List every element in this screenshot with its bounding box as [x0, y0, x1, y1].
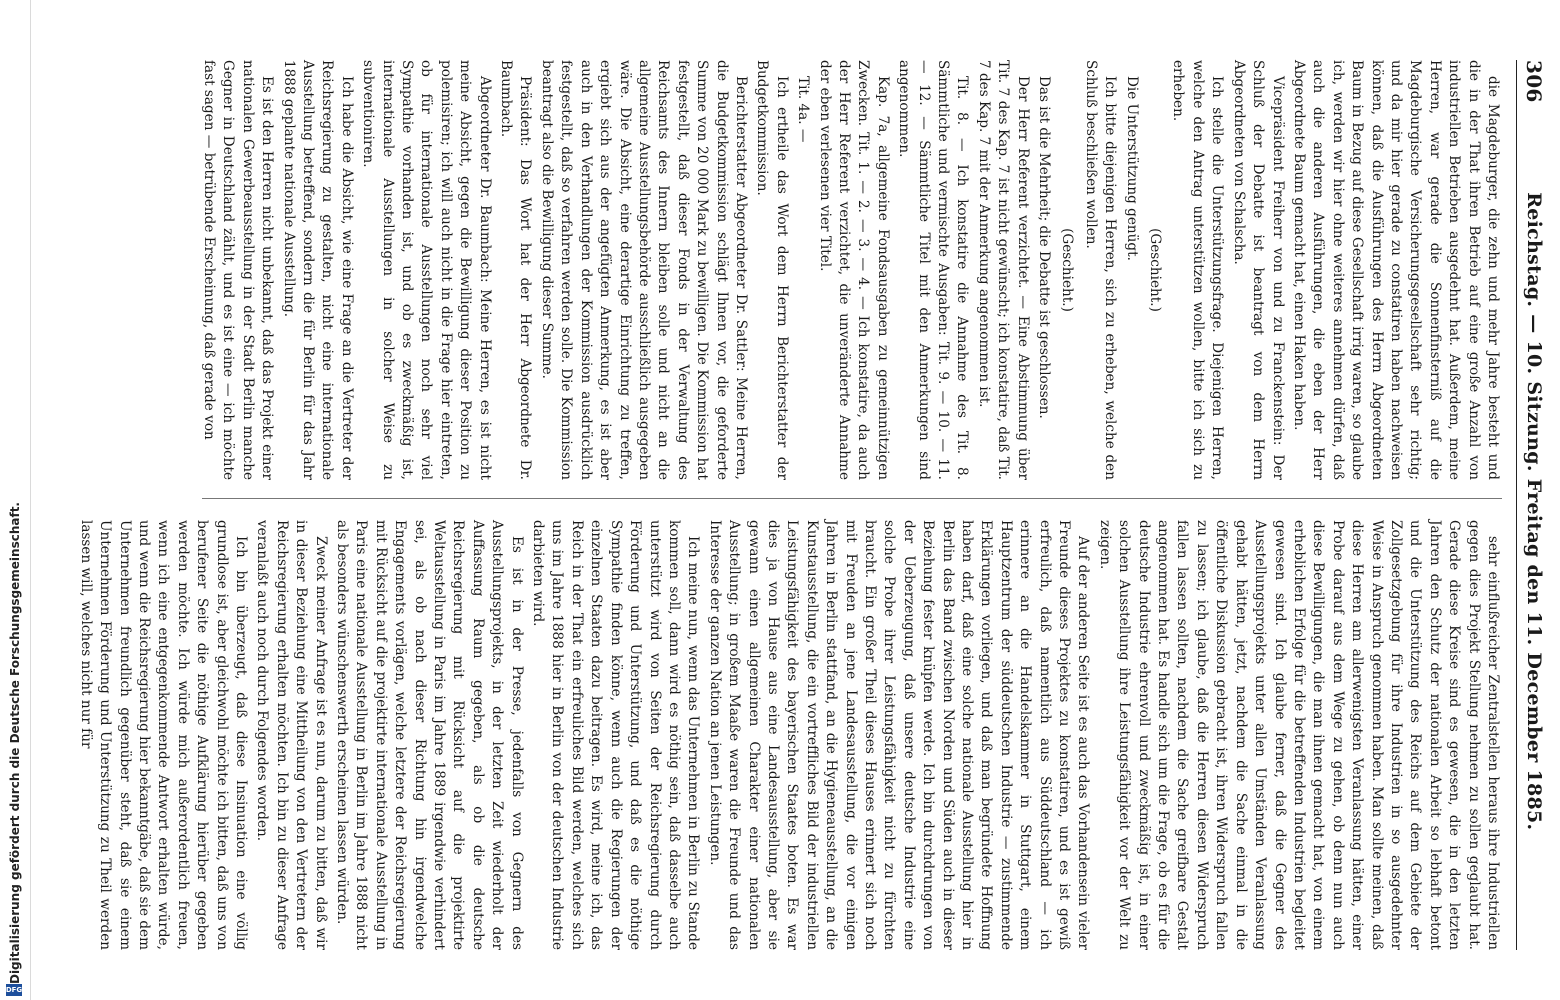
- header-rule: [1516, 60, 1517, 950]
- left-column-paragraph: Ich stelle die Unterstützungsfrage. Diejenigen Herren, welche den Antrag unterstützen wollen, bitte ich sich zu erheben.: [1170, 60, 1226, 480]
- left-column-paragraph: Ich bitte diejenigen Herren, sich zu erheben, welche den Schluß beschließen wollen.: [1082, 60, 1119, 480]
- right-column-paragraph: Zweck meiner Anfrage ist es nun, darum zu bitten, daß wir in dieser Beziehung eine Mittheilung von den Vertretern der Reichsregierung erhalten möchten. Ich bin zu dieser Anfrage veranlaßt auch noch durch Folgendes worden.: [254, 520, 329, 950]
- left-column: [201, 60, 1502, 480]
- left-column-paragraph: Es ist den Herren nicht unbekannt, daß das Projekt einer nationalen Gewerbeausstellung in der Stadt Berlin manche Gegner in Deutschland zählt, und es ist eine — ich möchte fast sagen — betrübende Erscheinung, daß gerade von: [201, 60, 276, 480]
- right-column-paragraph: Es ist in der Presse, jedenfalls von Gegnern des Ausstellungsprojekts, in der letzten Zeit wiederholt der Auffassung Raum gegeben, als ob die deutsche Reichsregierung mit Rücksicht auf die projektirte Weltausstellung in Paris im Jahre 1889 irgendwie verhindert sei, als ob nach dieser Richtung hin irgendwelche Engagements vorlägen, welche letztere der Reichsregierung mit Rücksicht auf die projektirte internationale Ausstellung in Paris eine nationale Ausstellung in Berlin im Jahre 1888 nicht als besonders wünschenswerth erscheinen lassen würden.: [334, 520, 525, 950]
- dfg-logo: DFG: [5, 986, 23, 994]
- scanned-page: [77, 0, 1560, 1000]
- left-column-paragraph: (Geschieht.): [1059, 228, 1076, 312]
- page-number: 306: [1522, 60, 1546, 103]
- left-column-paragraph: Kap. 7a, allgemeine Fondsausgaben zu gemeinnützigen Zwecken. Tit. 1. — 2. — 3. — 4. — Ich konstatire, da auch der Herr Referent verzichtet, die unveränderte Annahme der eben verlesenen vier Titel.: [816, 60, 891, 480]
- left-column-paragraph: Ich habe die Absicht, wie eine Frage an die Vertreter der Reichsregierung zu gestalten, nicht eine internationale Ausstellung betreffend, sondern die für Berlin für das Jahr 1888 geplante nationale Ausstellung.: [280, 60, 355, 480]
- left-column-paragraph: Vicepräsident Freiherr von und zu Franckenstein: Der Schluß der Debatte ist beantragt von dem Herrn Abgeordneten von Schalscha.: [1230, 60, 1286, 480]
- right-column: [77, 520, 1502, 950]
- left-column-paragraph: (Geschieht.): [1147, 228, 1164, 312]
- left-column-paragraph: Präsident: Das Wort hat der Herr Abgeordnete Dr. Baumbach.: [498, 60, 534, 480]
- left-column-paragraph: Berichterstatter Abgeordneter Dr. Sattler: Meine Herren, die Budgetkommission schlägt Ihnen vor, die geforderte Summe von 20 000 Mark zu bewilligen. Die Kommission hat festgestellt, daß dieser Fonds in der Verwaltung des Reichsamts des Innern bleiben solle und nicht an die allgemeine Ausstellungsbehörde ausschließlich ausgegeben wäre. Die Absicht, eine derartige Einrichtung zu treffen, ergiebt sich aus der angefügten Anmerkung, es ist aber auch in den Verhandlungen der Kommission ausdrücklich festgestellt, daß so verfahren werden solle. Die Kommission beantragt also die Bewilligung dieser Summe.: [538, 60, 749, 480]
- credit-text: Digitalisierung gefördert durch die Deutsche Forschungsgemeinschaft.: [8, 501, 22, 984]
- page-header: [1508, 60, 1560, 950]
- digitization-credit-strip: [0, 0, 31, 1000]
- left-column-paragraph: Der Herr Referent verzichtet. — Eine Abstimmung über Tit. 7 des Kap. 7 ist nicht gewünscht; ich konstatire, daß Tit. 7 des Kap. 7 mit der Anmerkung angenommen ist.: [975, 60, 1031, 480]
- left-column-paragraph: Tit. 4a. —: [795, 76, 812, 143]
- left-column-paragraph: Ich ertheile das Wort dem Herrn Berichterstatter der Budgetkommission.: [754, 60, 790, 480]
- right-column-paragraph: Ich meine nun, wenn das Unternehmen in Berlin zu Stande kommen soll, dann wird es nöthig sein, daß dasselbe auch unterstützt wird von Seiten der Reichsregierung durch Förderung und Unterstützung, und daß es die nöthige Sympathie finden könne, wenn auch die Regierungen der einzelnen Staaten dazu beitragen. Es wird, meine ich, das Reich in der That ein erfreuliches Bild werden, welches sich uns im Jahre 1888 hier in Berlin von der deutschen Industrie darbieten wird.: [530, 520, 702, 950]
- left-column-paragraph: Tit. 8. — Ich konstatire die Annahme des Tit. 8. Sämmtliche und vermischte Ausgaben: Tit. 9. — 10. — 11. — 12. — Sämmtliche Titel mit den Anmerkungen sind angenommen.: [896, 60, 971, 480]
- left-column-paragraph: Das ist die Mehrheit; die Debatte ist geschlossen.: [1036, 76, 1053, 419]
- left-column-paragraph: Die Unterstützung genügt.: [1123, 76, 1140, 261]
- running-title: Reichstag. — 10. Sitzung. Freitag den 11. December 1885.: [1523, 192, 1545, 831]
- column-divider: [202, 498, 1502, 499]
- left-column-paragraph: die Magdeburger, die zehn und mehr Jahre besteht und die in der That ihren Betrieb auf eine große Anzahl von industriellen Betrieben ausgedehnt hat. Außerdem, meine Herren, war gerade die Sonnenfinsterniß auf die Magdeburgische Versicherungsgesellschaft sehr richtig; und da mir hier gerade zu constatiren haben nachweisen können, daß die Ausführungen des Herrn Abgeordneten Baum in Bezug auf diese Gesellschaft irrig waren, so glaube ich, werden wir hier ohne weiteres annehmen dürfen, daß auch die anderen Ausführungen, die eben der Herr Abgeordnete Baum gemacht hat, einen Haken haben.: [1290, 60, 1501, 480]
- right-column-paragraph: Ich bin überzeugt, daß diese Insinuation eine völlig grundlose ist, aber gleichwohl möchte ich bitten, daß uns von berufener Seite die nöthige Aufklärung hierüber gegeben werden möchte. Ich würde mich außerordentlich freuen, wenn ich eine entgegenkommende Antwort erhalten würde, und wenn die Reichsregierung hier bekanntgäbe, daß sie dem Unternehmen freundlich gegenüber steht, daß sie einem Unternehmen Förderung und Unterstützung zu Theil werden lassen will, welches nicht nur für: [77, 520, 249, 950]
- right-column-paragraph: Auf der anderen Seite ist es auch das Vorhandensein vieler Freunde dieses Projektes zu konstatiren, und es ist gewiß erfreulich, daß namentlich aus Süddeutschland — ich erinnere an die Handelskammer in Stuttgart, einem Hauptzentrum der süddeutschen Industrie — zustimmende Erklärungen vorliegen, und daß man begründete Hoffnung haben darf, daß eine solche nationale Ausstellung hier in Berlin das Band zwischen Norden und Süden auch in dieser Beziehung fester knüpfen werde. Ich bin durchdrungen von der Ueberzeugung, daß unsere deutsche Industrie eine solche Probe ihrer Leistungsfähigkeit nicht zu fürchten braucht. Ein großer Theil dieses Hauses erinnert sich noch mit Freuden an jene Landesausstellung, die vor einigen Jahren in Berlin stattfand, an die Hygieneausstellung, an die Kunstausstellung, die ein vortreffliches Bild der industriellen Leistungsfähigkeit des bayerischen Staates boten. Es war dies ja von Hause aus eine Landesausstellung, aber sie gewann einen allgemeinen Charakter einer nationalen Ausstellung; in großem Maaße waren die Freunde und das Interesse der ganzen Nation an jenen Leistungen.: [706, 520, 1092, 950]
- right-column-paragraph: sehr einflußreicher Zentralstellen heraus ihre Industriellen gegen dies Projekt Stellung nehmen zu sollen geglaubt hat. Gerade diese Kreise sind es gewesen, die in den letzten Jahren den Schutz der nationalen Arbeit so lebhaft betont und die Unterstützung des Reichs auf dem Gebiete der Zollgesetzgebung für ihre Industrien in so ausgedehnter Weise in Anspruch genommen haben. Man sollte meinen, daß diese Herren am allerwenigsten Veranlassung hätten, einer Probe darauf aus dem Wege zu gehen, ob denn nun auch diese Bewilligungen, die man ihnen gemacht hat, von einem erheblichen Erfolge für die betreffenden Industrien begleitet gewesen sind. Ich glaube ferner, daß die Gegner des Ausstellungsprojekts unter allen Umständen Veranlassung gehabt hätten, jetzt, nachdem die Sache einmal in die öffentliche Diskussion gebracht ist, ihren Widerspruch fallen zu lassen; ich glaube, daß die Herren diesen Widerspruch fallen lassen sollten, nachdem die Sache greifbare Gestalt angenommen hat. Es handle sich um die Frage, ob es für die deutsche Industrie ehrenvoll und zweckmäßig ist, in einer solchen Ausstellung ihre Leistungsfähigkeit vor der Welt zu zeigen.: [1096, 520, 1501, 950]
- left-column-paragraph: Abgeordneter Dr. Baumbach: Meine Herren, es ist nicht meine Absicht, gegen die Bewilligung dieser Position zu polemisiren; ich will auch nicht in die Frage hier eintreten, ob für internationale Ausstellungen noch sehr viel Sympathie vorhanden ist, und ob es zweckmäßig ist, internationale Ausstellungen in solcher Weise zu subventioniren.: [360, 60, 493, 480]
